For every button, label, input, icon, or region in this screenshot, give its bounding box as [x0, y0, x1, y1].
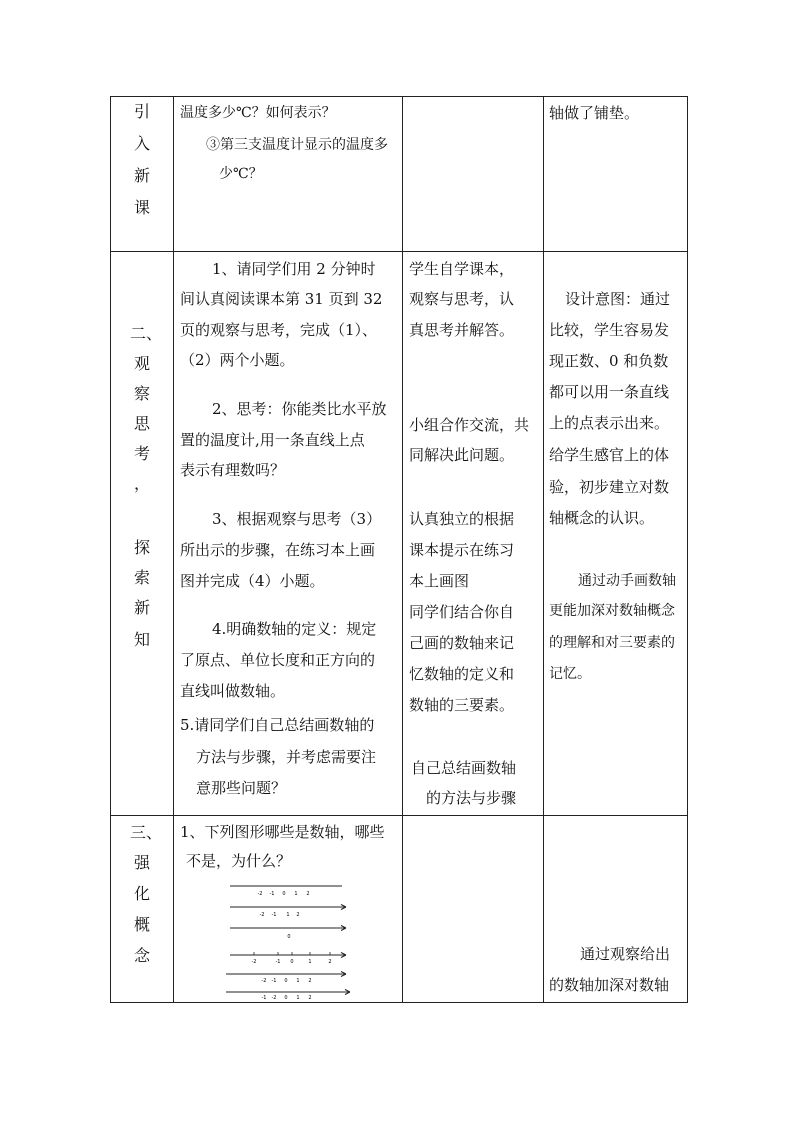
note-line: 轴概念的认识。 [549, 509, 655, 527]
tick-label: 2 [308, 978, 312, 984]
section-char: 索 [133, 568, 150, 587]
tick-label: 1 [294, 891, 298, 897]
row-divider-1 [110, 251, 688, 252]
tick-label: -1 [271, 912, 277, 918]
note-line: 现正数、0 和负数 [549, 352, 669, 370]
activity-line: 己画的数轴来记 [409, 634, 515, 652]
tick-label: -2 [257, 891, 263, 897]
tick-label: 2 [308, 995, 312, 1000]
activity-line: 学生自学课本， [409, 260, 515, 278]
section-char: 强 [133, 853, 150, 872]
section-char: 考 [133, 444, 150, 463]
note-line: 给学生感官上的体 [549, 446, 670, 464]
content-line: 图并完成（4）小题。 [180, 572, 325, 590]
activity-line: 认真独立的根据 [409, 510, 515, 528]
tick-label: 1 [296, 978, 300, 984]
section-char: 知 [133, 630, 150, 649]
col-divider-2 [402, 96, 403, 1003]
tick-label: -2 [259, 912, 265, 918]
note-line: 通过动手画数轴 [578, 573, 676, 589]
tick-label: 2 [296, 912, 300, 918]
tick-label: -2 [271, 995, 277, 1000]
tick-label: -1 [275, 959, 281, 965]
section-char: 思 [133, 414, 150, 433]
activity-line: 真思考并解答。 [409, 321, 515, 339]
note-line: 通过观察给出 [580, 945, 671, 963]
content-line: 温度多少℃？如何表示？ [180, 105, 336, 121]
activity-line: 忆数轴的定义和 [409, 665, 515, 683]
activity-line: 数轴的三要素。 [409, 696, 515, 714]
content-line: 表示有理数吗？ [180, 461, 286, 479]
section-char: 察 [133, 384, 150, 403]
content-line: 少℃？ [219, 166, 263, 182]
tick-label: -1 [271, 978, 277, 984]
number-line [230, 905, 346, 919]
section-char: 化 [133, 884, 150, 903]
col-divider-1 [173, 96, 174, 1003]
note-line: 轴做了铺垫。 [549, 104, 640, 122]
tick-label: 0 [290, 959, 294, 965]
content-line: 意那些问题？ [196, 779, 287, 797]
tick-label: 1 [308, 959, 312, 965]
tick-label: 2 [328, 959, 332, 965]
content-line: 方法与步骤，并考虑需要注 [196, 748, 377, 766]
content-line: 不是，为什么？ [186, 852, 292, 870]
number-lines-figure [222, 880, 362, 1000]
tick-label: 0 [282, 891, 286, 897]
note-line: 记忆。 [549, 666, 591, 682]
content-line: 所出示的步骤，在练习本上画 [180, 541, 376, 559]
activity-line: 自己总结画数轴 [411, 759, 517, 777]
tick-label: -1 [261, 995, 267, 1000]
number-line [230, 952, 346, 965]
tick-label: 1 [296, 995, 300, 1000]
note-line: 的数轴加深对数轴 [549, 976, 670, 994]
content-line: 3、根据观察与思考（3） [212, 510, 382, 528]
content-line: 页的观察与思考，完成（1）、 [180, 321, 378, 339]
section-char: 三、 [130, 823, 163, 842]
note-line: 上的点表示出来。 [549, 414, 670, 432]
activity-line: 同解决此问题。 [409, 446, 515, 464]
activity-line: 小组合作交流，共 [409, 416, 530, 434]
content-line: 了原点、单位长度和正方向的 [180, 651, 376, 669]
section-char: 新 [133, 598, 150, 617]
tick-label: 0 [284, 995, 288, 1000]
content-line: 置的温度计,用一条直线上点 [180, 431, 365, 449]
section-char: 观 [133, 354, 150, 373]
section-char: 概 [133, 915, 150, 934]
row-divider-2 [110, 815, 688, 816]
note-line: 比较，学生容易发 [549, 321, 670, 339]
note-line: 都可以用一条直线 [549, 383, 670, 401]
content-line: 间认真阅读课本第 31 页到 32 [180, 290, 383, 308]
number-line [226, 990, 350, 1001]
content-line: 1、请同学们用 2 分钟时 [212, 260, 376, 278]
section-char: 引 [133, 102, 150, 121]
section-char: 探 [133, 538, 150, 557]
note-line: 设计意图：通过 [565, 290, 671, 308]
table-border-left [110, 96, 111, 1003]
tick-label: -2 [251, 959, 257, 965]
section-char: 新 [133, 166, 150, 185]
section-char: 入 [133, 134, 150, 153]
section-char: 念 [133, 946, 150, 965]
tick-label: -1 [269, 891, 275, 897]
activity-line: 本上画图 [409, 572, 470, 590]
note-line: 更能加深对数轴概念 [549, 603, 675, 619]
table-border-right [687, 96, 688, 1003]
activity-line: 观察与思考，认 [409, 290, 515, 308]
note-line: 的理解和对三要素的 [549, 635, 675, 651]
col-divider-3 [543, 96, 544, 1003]
activity-line: 课本提示在练习 [409, 541, 515, 559]
content-line: 4.明确数轴的定义：规定 [212, 620, 377, 638]
content-line: 1、下列图形哪些是数轴，哪些 [180, 823, 385, 841]
content-line: ③第三支温度计显示的温度多 [206, 137, 388, 153]
section-char: 课 [133, 198, 150, 217]
tick-label: 1 [286, 912, 290, 918]
table-border-top [110, 96, 688, 97]
tick-label: 0 [284, 978, 288, 984]
tick-label: -2 [261, 978, 267, 984]
section-char: ， [133, 474, 150, 493]
content-line: 直线叫做数轴。 [180, 682, 286, 700]
section-char: 二、 [130, 324, 163, 343]
activity-line: 的方法与步骤 [426, 789, 517, 807]
content-line: （2）两个小题。 [180, 351, 295, 369]
note-line: 验，初步建立对数 [549, 478, 670, 496]
content-line: 2、思考：你能类比水平放 [212, 400, 387, 418]
content-line: 5.请同学们自己总结画数轴的 [180, 716, 375, 734]
number-line [226, 972, 346, 985]
tick-label: 0 [287, 934, 291, 940]
table-border-bottom [110, 1002, 688, 1003]
activity-line: 同学们结合你自 [409, 603, 515, 621]
tick-label: 2 [306, 891, 310, 897]
number-line [230, 926, 346, 941]
number-line [230, 886, 342, 897]
